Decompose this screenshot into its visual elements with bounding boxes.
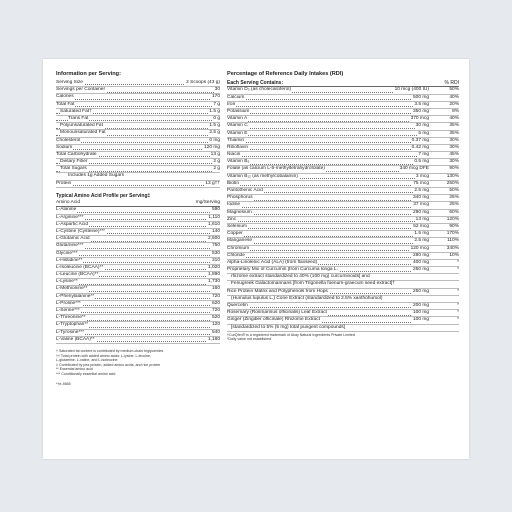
serving-row: [56, 152, 220, 159]
rdi-row: [227, 102, 459, 109]
footnote: ‡ Contributed by pea protein, added amino acids, and rice protein: [56, 362, 161, 367]
serving-row: [56, 102, 220, 109]
nutrient-rdi: 8%: [435, 109, 459, 115]
nutrient-amount: 350 mg: [413, 108, 429, 114]
amino-footnotes: [56, 349, 220, 377]
amino-row: [56, 258, 220, 265]
rdi-row-continuation: [227, 281, 459, 288]
serving-row: [56, 181, 220, 188]
rdi-row: [227, 246, 459, 253]
amino-amount: 1,110: [208, 214, 220, 220]
nutrient-rdi: 10%: [435, 253, 459, 259]
rdi-row: [227, 195, 459, 202]
rdi-footnotes: [227, 333, 459, 342]
nutrient-name: Vitamin A: [227, 116, 248, 122]
nutrient-name: Selenium: [227, 223, 247, 229]
serving-info-list: [56, 80, 220, 188]
nutrient-amount: 100 mg: [413, 317, 429, 323]
nutrient-rdi: 40%: [435, 116, 459, 122]
nutrient-amount: 13 mg: [415, 216, 429, 222]
nutrient-rdi: *: [435, 267, 459, 273]
serving-label: Sodium: [56, 144, 73, 150]
serving-value: 7 g: [213, 101, 220, 107]
rdi-row: [227, 145, 459, 152]
amino-name: L-Proline***: [56, 300, 81, 306]
serving-label: Total Sugars: [60, 166, 87, 172]
amino-row: [56, 272, 220, 279]
amino-amount: 1,610: [207, 221, 220, 227]
amino-acid-list: [56, 207, 220, 344]
rdi-list: [227, 87, 459, 331]
rdi-row: [227, 260, 459, 267]
amino-name: L-Arginine***: [56, 214, 84, 220]
serving-label: Serving Size: [56, 80, 83, 85]
nutrient-rdi: *: [435, 260, 459, 266]
nutrient-amount: 200 mg: [413, 303, 429, 309]
nutrient-amount: 250 mg: [413, 267, 429, 273]
serving-row: [56, 130, 220, 137]
rdi-row: [227, 217, 459, 224]
amino-amount: 140: [211, 228, 220, 234]
nutrient-detail: (Humulus lupulus L.) Cone Extract (standardized to 2.5% xanthohumol): [231, 295, 383, 301]
amino-name: L-Tyrosine***: [56, 329, 84, 335]
serving-label: Monounsaturated Fat: [60, 130, 106, 136]
serving-value: 170: [211, 94, 220, 100]
rdi-row: [227, 202, 459, 209]
nutrient-rdi: 50%: [435, 188, 459, 194]
rdi-row: [227, 138, 459, 145]
amino-name: L-Phenylalanine**: [56, 293, 95, 299]
nutrient-rdi: 30%: [435, 145, 459, 151]
amino-name: L-Serine***: [56, 308, 80, 314]
each-serving-label: Each Serving Contains:: [227, 80, 284, 86]
nutrient-name: Zinc: [227, 216, 237, 222]
nutrient-name: Rosemary (Rosmarinus officinalis) Leaf Extract: [227, 310, 327, 316]
nutrient-name: Phosphorus: [227, 195, 253, 201]
serving-row: [56, 145, 220, 152]
amino-name: L-Threonine**: [56, 315, 86, 321]
nutrient-amount: 52 mcg: [413, 223, 429, 229]
nutrient-rdi: 25%: [435, 202, 459, 208]
nutrient-amount: 100 mg: [413, 310, 429, 316]
serving-label: Trans Fat: [68, 115, 89, 121]
serving-label: Servings per Container: [56, 87, 106, 93]
serving-label: Dietary Fiber: [60, 159, 88, 165]
information-per-serving-column: [56, 71, 220, 386]
rdi-row: [227, 303, 459, 310]
nutrient-name: Calcium: [227, 94, 245, 100]
nutrient-name: Vitamin E: [227, 130, 248, 136]
rdi-row: [227, 253, 459, 260]
serving-label: Calories: [56, 94, 74, 100]
nutrient-name: Potassium: [227, 108, 250, 114]
amino-amount: 720: [211, 293, 220, 299]
serving-label: Includes 1g Added Sugars: [68, 173, 125, 179]
nutrient-amount: 30 mg: [415, 123, 429, 129]
amino-row: [56, 222, 220, 229]
serving-label: Cholesterol: [56, 137, 81, 143]
serving-value: 0 mg: [209, 137, 220, 143]
amino-amount: 120: [211, 322, 220, 328]
rdi-row: [227, 317, 459, 324]
rdi-row: [227, 109, 459, 116]
nutrient-name: Iron: [227, 101, 236, 107]
nutrient-amount: 75 mcg: [413, 180, 429, 186]
nutrient-name: Vitamin C: [227, 123, 248, 129]
nutrient-amount: 340 mcg DFE: [399, 166, 429, 172]
nutrient-rdi: 30%: [435, 138, 459, 144]
nutrient-rdi: 340%: [435, 246, 459, 252]
amino-row: [56, 265, 220, 272]
amino-name: L-Valine (BCAA)**: [56, 336, 95, 342]
serving-row: [56, 123, 220, 130]
rdi-column: [227, 71, 459, 342]
nutrient-rdi: 90%: [435, 166, 459, 172]
serving-row: [56, 159, 220, 166]
nutrient-rdi: 35%: [435, 123, 459, 129]
nutrient-name: Proprietary Mix of Curcumin [from Curcuma longa L.: [227, 267, 338, 273]
nutrient-name: Biotin: [227, 180, 239, 186]
serving-row: [56, 116, 220, 123]
nutrient-amount: 0.5 mg: [414, 159, 429, 165]
serving-value: 1.5 g: [209, 123, 220, 129]
nutrient-rdi: 250%: [435, 181, 459, 187]
nutrient-name: Vitamin B₁₂ (as methylcobalamin): [227, 173, 298, 179]
amino-row: [56, 207, 220, 214]
nutrient-amount: 2.5 mg: [414, 188, 429, 194]
nutrient-name: Alpha-Linolenic Acid (ALA) (from flaxseed): [227, 259, 318, 265]
serving-row: [56, 94, 220, 101]
amino-row: [56, 279, 220, 286]
amino-amount: 620: [211, 300, 220, 306]
serving-label: Total Carbohydrate: [56, 151, 97, 157]
nutrient-rdi: 40%: [435, 95, 459, 101]
nutrient-name: Rice Protein Matrix and Polyphenols from Hops: [227, 288, 328, 294]
rdi-row: [227, 224, 459, 231]
nutrient-name: Vitamin B₆: [227, 159, 250, 165]
nutrient-amount: 0.42 mg: [411, 144, 429, 150]
serving-value: 13 g††: [205, 180, 220, 186]
nutrient-name: Chloride: [227, 252, 245, 258]
amino-amount: 160: [211, 286, 220, 292]
serving-row: [56, 166, 220, 173]
nutrient-rdi: 30%: [435, 159, 459, 165]
nutrient-amount: 120 mcg: [410, 245, 429, 251]
serving-value: 2 g: [213, 159, 220, 165]
serving-value: 2.5 g: [209, 130, 220, 136]
amino-name: L-Glutamic Acid: [56, 236, 90, 242]
rdi-row: [227, 95, 459, 102]
amino-amount: 1,730: [207, 279, 220, 285]
nutrient-name: Ginger (Zingiber officinale) Rhizome Extract: [227, 317, 320, 323]
footnote: *** Conditionally essential amino acid: [56, 371, 116, 376]
nutrient-rdi: 20%: [435, 102, 459, 108]
amino-col-amount: mg/Serving: [195, 200, 220, 206]
amino-row: [56, 330, 220, 337]
serving-value: 30: [214, 87, 220, 93]
serving-value: 2 g: [213, 166, 220, 172]
rdi-row: [227, 87, 459, 94]
nutrient-amount: 400 mg: [413, 259, 429, 265]
rdi-row: [227, 131, 459, 138]
nutrient-amount: 370 mcg: [410, 116, 429, 122]
nutrient-amount: 250 mg: [413, 288, 429, 294]
supplement-facts-panel: [43, 59, 469, 459]
amino-amount: 530: [211, 250, 220, 256]
serving-value: 13 g: [210, 151, 220, 157]
amino-amount: 720: [211, 308, 220, 314]
rdi-row: [227, 310, 459, 317]
nutrient-amount: 3.5 mg: [414, 101, 429, 107]
amino-row: [56, 229, 220, 236]
nutrient-name: Magnesium: [227, 209, 252, 215]
rdi-header: [227, 80, 459, 87]
amino-row: [56, 322, 220, 329]
amino-row: [56, 243, 220, 250]
rdi-row-continuation: [227, 325, 459, 332]
footnote: † Saturated fat content is contributed by medium-chain triglycerides: [56, 348, 164, 353]
amino-amount: 1,160: [207, 336, 220, 342]
nutrient-rdi: 90%: [435, 224, 459, 230]
rdi-title: Percentage of Reference Daily Intakes (RDI): [227, 71, 344, 77]
rdi-row: [227, 166, 459, 173]
footnote: †CurQfen® is a registered trademark of Akay Natural Ingredients Private Limited: [227, 332, 355, 337]
amino-name: Glycine***: [56, 250, 78, 256]
serving-row: [56, 138, 220, 145]
nutrient-amount: 10 mcg (400 IU): [394, 87, 429, 93]
nutrient-amount: 1.5 mg: [414, 231, 429, 237]
amino-name: L-Histidine**: [56, 257, 83, 263]
rdi-row: [227, 116, 459, 123]
rdi-percent-label: % RDI: [444, 80, 459, 86]
nutrient-amount: 0.37 mg: [411, 137, 429, 143]
rdi-row: [227, 174, 459, 181]
amino-name: L-Cystine (Cysteine)***: [56, 228, 106, 234]
amino-table-header: [56, 200, 220, 207]
amino-amount: 590: [211, 207, 220, 213]
rdi-row: [227, 210, 459, 217]
nutrient-rdi: 130%: [435, 174, 459, 180]
nutrient-name: Folate (as calcium L-5-methyltetrahydrofolate): [227, 166, 325, 172]
rdi-row: [227, 231, 459, 238]
amino-name: L-Lysine**: [56, 279, 78, 285]
amino-amount: 2,500: [207, 236, 220, 242]
amino-row: [56, 286, 220, 293]
nutrient-detail: rhizome extract standardized to 40% (100 mg) curcuminoids] and: [231, 274, 370, 280]
serving-value: 120 mg: [204, 144, 220, 150]
nutrient-rdi: 50%: [435, 87, 459, 93]
amino-row: [56, 215, 220, 222]
serving-row: [56, 80, 220, 87]
nutrient-amount: 280 mg: [413, 252, 429, 258]
rdi-row: [227, 159, 459, 166]
rdi-row: [227, 181, 459, 188]
amino-amount: 310: [211, 257, 220, 263]
footnote: †† Total protein with added amino acids: L-lysine, L-leucine,: [56, 353, 152, 358]
nutrient-rdi: 45%: [435, 152, 459, 158]
amino-name: L-Tryptophan**: [56, 322, 89, 328]
nutrient-rdi: 60%: [435, 210, 459, 216]
amino-amount: 750: [211, 243, 220, 249]
nutrient-name: Riboflavin: [227, 144, 249, 150]
amino-col-name: Amino Acid: [56, 200, 80, 206]
nutrient-detail: Fenugreek Galactomannans [from Trigonella foenum-graecum seed extract]†: [231, 281, 395, 287]
nutrient-name: Copper: [227, 231, 243, 237]
serving-row: [56, 173, 220, 180]
nutrient-amount: 37 mcg: [413, 202, 429, 208]
footnote: *Daily value not established: [227, 337, 272, 342]
rdi-row-continuation: [227, 296, 459, 303]
amino-row: [56, 308, 220, 315]
nutrient-amount: 7 mg: [418, 152, 429, 158]
amino-amount: 540: [211, 329, 220, 335]
amino-name: L-Methionine**: [56, 286, 88, 292]
rdi-row: [227, 238, 459, 245]
nutrient-name: Thiamin: [227, 137, 245, 143]
serving-value: 1.5 g: [209, 108, 220, 114]
amino-name: Glutamine***: [56, 243, 84, 249]
nutrient-rdi: 25%: [435, 195, 459, 201]
rdi-row: [227, 152, 459, 159]
footnote: L-glutamine, L-valine, and L-isoleucine: [56, 358, 118, 363]
nutrient-amount: 2.5 mg: [414, 238, 429, 244]
amino-amount: 1,020: [207, 264, 220, 270]
nutrient-name: Quercetin: [227, 303, 248, 309]
serving-row: [56, 87, 220, 94]
amino-profile-title: Typical Amino Acid Profile per Serving‡: [56, 192, 151, 199]
nutrient-rdi: *: [435, 289, 459, 295]
amino-row: [56, 294, 220, 301]
amino-row: [56, 315, 220, 322]
serving-label: Saturated Fat†: [60, 108, 92, 114]
nutrient-name: Pantothenic Acid: [227, 188, 263, 194]
serving-label: Total Fat: [56, 101, 75, 107]
serving-info-title: Information per Serving:: [56, 71, 121, 77]
serving-value: 2 Scoops (43 g): [186, 80, 220, 85]
serving-label: Protein: [56, 180, 72, 186]
nutrient-amount: 500 mg: [413, 94, 429, 100]
nutrient-detail: [standardized to 5% (5 mg) total pungent compounds]: [231, 324, 346, 330]
rdi-row: [227, 289, 459, 296]
nutrient-name: Manganese: [227, 238, 253, 244]
amino-name: L-Alanine: [56, 207, 77, 213]
serving-row: [56, 109, 220, 116]
amino-row: [56, 301, 220, 308]
nutrient-rdi: 170%: [435, 231, 459, 237]
nutrient-rdi: 35%: [435, 131, 459, 137]
amino-row: [56, 251, 220, 258]
amino-name: L-Aspartic Acid: [56, 221, 88, 227]
amino-amount: 1,890: [207, 272, 220, 278]
nutrient-amount: 3 mcg: [415, 173, 429, 179]
nutrient-rdi: 110%: [435, 238, 459, 244]
serving-value: 0 g: [213, 115, 220, 121]
nutrient-rdi: *: [435, 303, 459, 309]
footnote: ** Essential amino acid: [56, 367, 93, 372]
nutrient-name: Iodine: [227, 202, 241, 208]
rdi-row: [227, 188, 459, 195]
amino-name: L-Isoleucine (BCAA)**: [56, 264, 104, 270]
nutrient-name: Niacin: [227, 152, 241, 158]
amino-row: [56, 337, 220, 344]
nutrient-amount: 290 mg: [413, 209, 429, 215]
serving-label: Polyunsaturated Fat: [60, 123, 103, 129]
nutrient-rdi: *: [435, 317, 459, 323]
nutrient-name: Chromium: [227, 245, 250, 251]
amino-name: L-Leucine (BCAA)**: [56, 272, 99, 278]
amino-row: [56, 236, 220, 243]
nutrient-rdi: 120%: [435, 217, 459, 223]
nutrient-name: Vitamin D₃ (as cholecalciferol): [227, 87, 291, 93]
nutrient-amount: 340 mg: [413, 195, 429, 201]
product-code: *†e-4665: [56, 381, 71, 386]
rdi-row: [227, 123, 459, 130]
nutrient-amount: 5 mg: [418, 130, 429, 136]
amino-amount: 520: [211, 315, 220, 321]
nutrient-rdi: *: [435, 310, 459, 316]
